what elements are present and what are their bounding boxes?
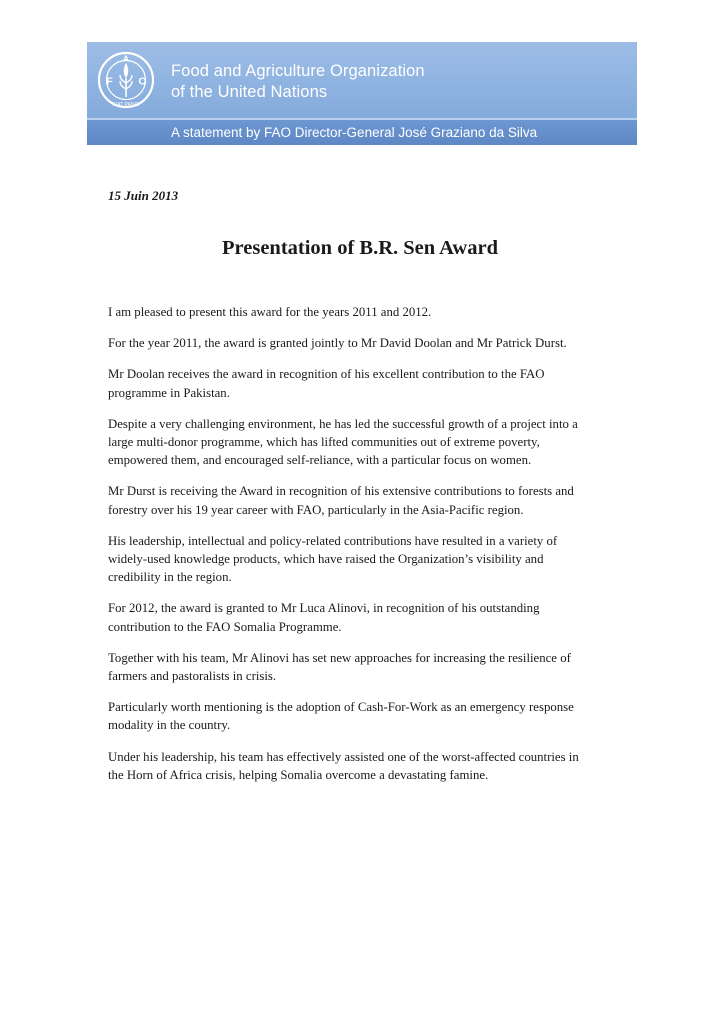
document-date: 15 Juin 2013 (108, 188, 179, 203)
paragraph-line: Mr Durst is receiving the Award in recognition of his extensive contributions to forests and (108, 484, 574, 499)
paragraph-line: Under his leadership, his team has effectively assisted one of the worst-affected countries in (108, 749, 579, 764)
paragraph-line: empowered them, and encouraged self-reliance, with a particular focus on women. (108, 453, 532, 468)
fao-logo-icon (96, 50, 156, 110)
paragraph-line: Mr Doolan receives the award in recognition of his excellent contribution to the FAO (108, 367, 545, 382)
paragraph-line: Particularly worth mentioning is the adoption of Cash-For-Work as an emergency response (108, 700, 574, 715)
body-paragraph (108, 532, 638, 587)
paragraph-line: the Horn of Africa crisis, helping Somalia overcome a devastating famine. (108, 767, 489, 782)
body-paragraph (108, 303, 638, 321)
organization-name-line-1: Food and Agriculture Organization (171, 62, 425, 80)
paragraph-line: His leadership, intellectual and policy-related contributions have resulted in a variety of (108, 533, 558, 548)
paragraph-line: programme in Pakistan. (108, 385, 230, 400)
logo-letter-a: A (122, 53, 130, 64)
paragraph-line: large multi-donor programme, which has lifted communities out of extreme poverty, (108, 435, 540, 450)
paragraph-line: widely-used knowledge products, which have raised the Organization’s visibility and (108, 552, 544, 567)
paragraph-line: For 2012, the award is granted to Mr Luca Alinovi, in recognition of his outstanding (108, 601, 540, 616)
statement-byline: A statement by FAO Director-General José Graziano da Silva (171, 125, 538, 140)
organization-name (171, 61, 425, 103)
body-paragraph (108, 482, 638, 518)
body-paragraph (108, 599, 638, 635)
paragraph-line: Despite a very challenging environment, he has led the successful growth of a project into a (108, 416, 578, 431)
paragraph-line: For the year 2011, the award is granted jointly to Mr David Doolan and Mr Patrick Durst. (108, 336, 567, 351)
paragraph-line: contribution to the FAO Somalia Programme. (108, 619, 342, 634)
body-paragraph (108, 365, 638, 401)
logo-motto: FIAT PANIS (112, 102, 140, 108)
paragraph-line: forestry over his 19 year career with FAO, particularly in the Asia-Pacific region. (108, 502, 524, 517)
logo-letter-f: F (106, 75, 113, 88)
paragraph-line: I am pleased to present this award for the years 2011 and 2012. (108, 305, 432, 319)
document-title: Presentation of B.R. Sen Award (222, 237, 498, 259)
body-paragraph (108, 334, 638, 352)
body-paragraph (108, 415, 638, 470)
paragraph-line: modality in the country. (108, 718, 231, 733)
logo-letter-o: O (138, 75, 147, 88)
body-paragraph (108, 698, 638, 734)
body-paragraph (108, 748, 638, 784)
paragraph-line: credibility in the region. (108, 570, 232, 585)
document-body (108, 303, 638, 797)
header-banner (87, 42, 637, 145)
paragraph-line: Together with his team, Mr Alinovi has set new approaches for increasing the resilience of (108, 650, 571, 665)
paragraph-line: farmers and pastoralists in crisis. (108, 669, 277, 684)
body-paragraph (108, 649, 638, 685)
organization-name-line-2: of the United Nations (171, 83, 328, 101)
